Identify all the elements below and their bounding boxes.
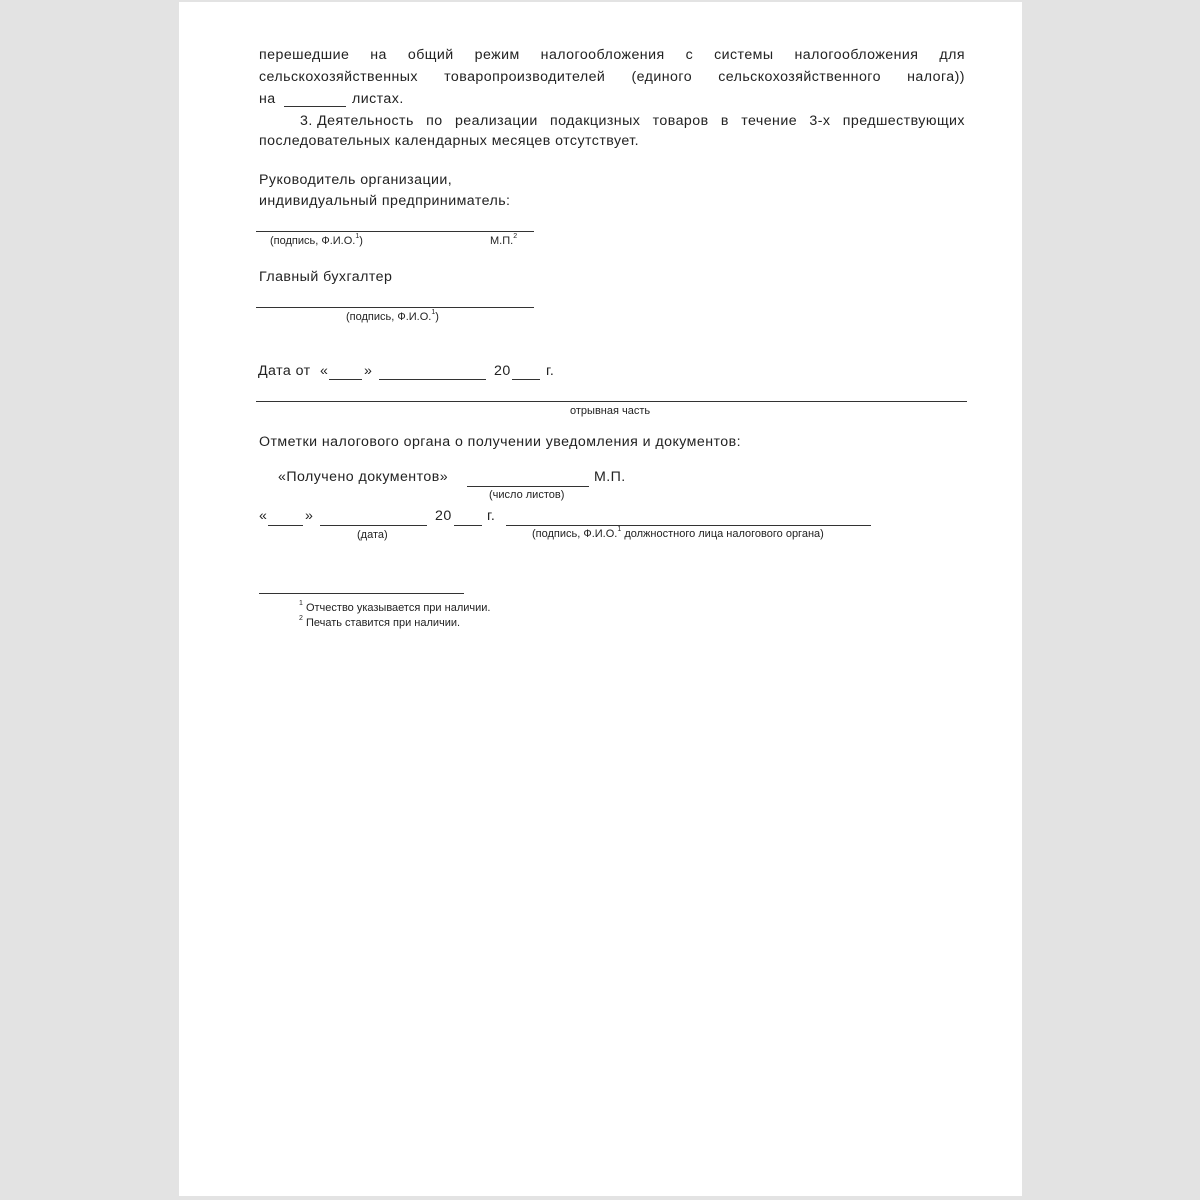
word: перешедшие — [259, 47, 350, 63]
footnote-separator — [259, 593, 464, 594]
paragraph-line-1 — [259, 47, 965, 63]
footnote-text: Печать ставится при наличии. — [302, 617, 461, 629]
paragraph-line-3-suffix: листах. — [352, 91, 404, 107]
date-close-quote: » — [364, 363, 373, 379]
head-title-line-1: Руководитель организации, — [259, 172, 453, 188]
head-signature-caption — [270, 235, 363, 247]
tear-off-line — [256, 401, 967, 402]
word: общий — [407, 47, 454, 63]
footnote-mark: 2 — [513, 233, 518, 240]
word: сельскохозяйственных — [259, 69, 418, 85]
word: (единого — [631, 69, 693, 85]
footnote-mark: 1 — [355, 233, 360, 240]
tax-date-close-quote: » — [305, 508, 314, 524]
word: подакцизных — [550, 113, 641, 129]
date-month-blank — [379, 379, 486, 380]
date-year-blank — [512, 379, 540, 380]
paragraph-line-3-prefix: на — [259, 91, 276, 107]
date-day-blank — [329, 379, 362, 380]
footnote-text: Отчество указывается при наличии. — [302, 602, 491, 614]
tax-date-year-suffix: г. — [487, 508, 496, 524]
received-label: «Получено документов» — [278, 469, 449, 485]
date-year-prefix: 20 — [494, 363, 511, 379]
accountant-signature-line — [256, 307, 534, 308]
word: по — [426, 113, 443, 129]
word: режим — [474, 47, 520, 63]
head-stamp-label — [490, 235, 517, 247]
footnote-2 — [299, 617, 460, 629]
pages-blank — [467, 486, 589, 487]
document-page — [179, 2, 1022, 1196]
head-signature-line — [256, 231, 534, 232]
pages-caption: (число листов) — [489, 489, 565, 501]
word: на — [370, 47, 387, 63]
tax-date-caption: (дата) — [357, 529, 388, 541]
word: товаропроизводителей — [444, 69, 606, 85]
word: 3. Деятельность — [300, 113, 414, 129]
caption-text: (подпись, Ф.И.О. — [270, 235, 356, 247]
word: для — [939, 47, 965, 63]
tax-date-month-blank — [320, 525, 427, 526]
caption-text: (подпись, Ф.И.О. — [346, 311, 432, 323]
date-label: Дата от — [258, 363, 311, 379]
word: 3-х — [809, 113, 831, 129]
word: реализации — [454, 113, 538, 129]
head-title-line-2: индивидуальный предприниматель: — [259, 193, 511, 209]
accountant-title: Главный бухгалтер — [259, 269, 393, 285]
caption-text: (подпись, Ф.И.О. — [532, 528, 618, 540]
caption-text: должностного лица налогового органа) — [621, 528, 824, 540]
footnote-1 — [299, 602, 490, 614]
word: налога)) — [907, 69, 965, 85]
word: налогообложения — [794, 47, 919, 63]
official-signature-caption — [532, 528, 824, 540]
tax-stamp-label: М.П. — [594, 469, 626, 485]
word: товаров — [652, 113, 709, 129]
word: сельскохозяйственного — [718, 69, 881, 85]
date-open-quote: « — [320, 363, 329, 379]
footnote-mark: 1 — [431, 309, 436, 316]
item3-line-2: последовательных календарных месяцев отсутствует. — [259, 133, 639, 149]
word: предшествующих — [842, 113, 965, 129]
tax-date-year-blank — [454, 525, 482, 526]
date-year-suffix: г. — [546, 363, 555, 379]
tear-off-label: отрывная часть — [570, 405, 651, 417]
word: с — [685, 47, 694, 63]
footnote-mark: 1 — [617, 526, 622, 533]
footnote-mark: 1 — [299, 600, 303, 607]
tax-date-year-prefix: 20 — [435, 508, 452, 524]
caption-close: ) — [359, 235, 363, 247]
paragraph-line-2 — [259, 69, 965, 85]
stamp-text: М.П. — [490, 235, 514, 247]
caption-close: ) — [435, 311, 439, 323]
tax-office-title: Отметки налогового органа о получении уведомления и документов: — [259, 434, 742, 450]
official-signature-line — [506, 525, 871, 526]
page-count-blank — [284, 106, 346, 107]
word: налогообложения — [540, 47, 665, 63]
item3-line-1 — [300, 113, 965, 129]
tax-date-day-blank — [268, 525, 303, 526]
word: течение — [741, 113, 798, 129]
tax-date-open-quote: « — [259, 508, 268, 524]
word: системы — [714, 47, 774, 63]
accountant-signature-caption — [346, 311, 439, 323]
word: в — [720, 113, 729, 129]
footnote-mark: 2 — [299, 615, 303, 622]
